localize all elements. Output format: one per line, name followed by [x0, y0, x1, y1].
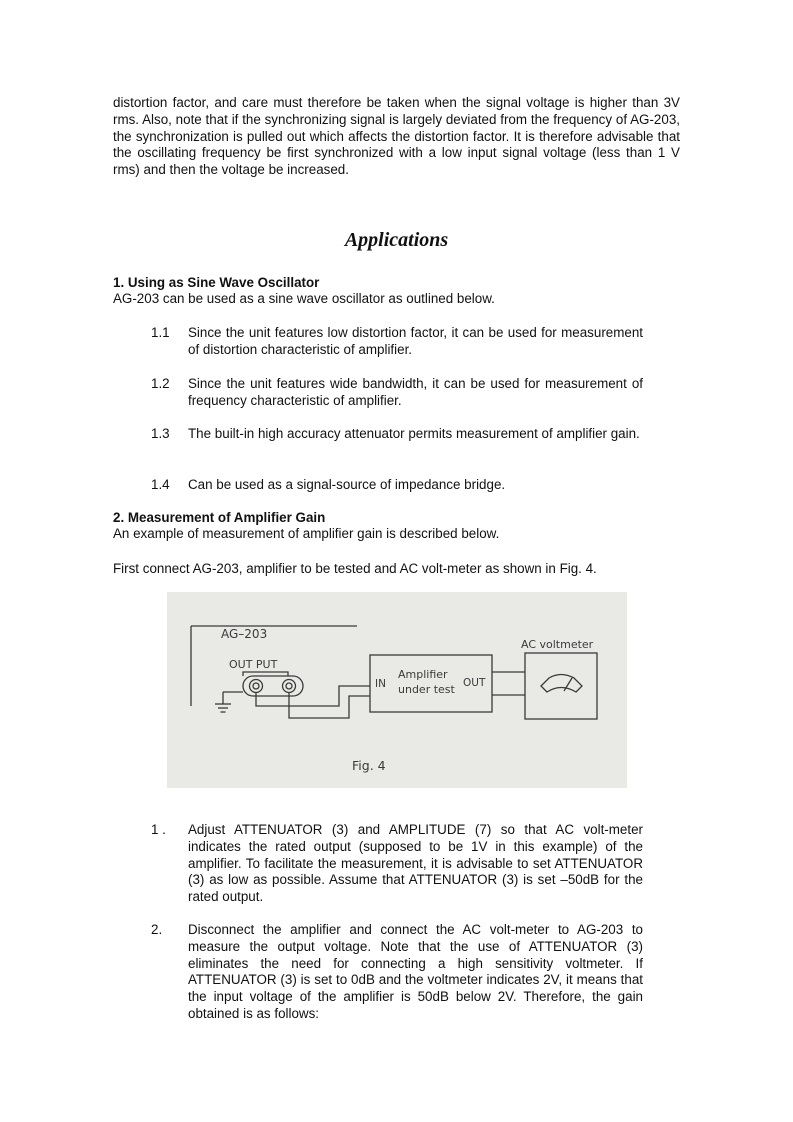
section2-lead: An example of measurement of amplifier gain is described below. — [113, 526, 500, 541]
list-item-text: Disconnect the amplifier and connect the AC volt-meter to AG-203 to measure the output voltage. Note that the use of ATTENUATOR (3) eliminates the need for connecting a high sensitivity voltmeter. If ATTENUATOR (3) is set to 0dB and the voltmeter indicates 2V, it means that the input voltage of the amplifier is 50dB below 2V. Therefore, the gain obtained is as follows: — [188, 922, 643, 1021]
list-item-text: Adjust ATTENUATOR (3) and AMPLITUDE (7) so that AC volt-meter indicates the rated output (supposed to be 1V in this example) of the amplifier. To facilitate the measurement, it is advisable to set ATTENUATOR (3) as low as possible. Assume that ATTENUATOR (3) is set –50dB for the rated output. — [188, 822, 643, 905]
figure-caption: Fig. 4 — [352, 758, 386, 773]
amp-out-label: OUT — [463, 677, 486, 689]
terminal-ground-outer — [283, 680, 296, 693]
list-item-number: 1 . — [151, 822, 166, 837]
voltmeter-box — [525, 653, 597, 719]
list-item-text: Since the unit features low distortion factor, it can be used for measurement of distortion characteristic of amplifier. — [188, 325, 643, 357]
terminal-hot-outer — [250, 680, 263, 693]
list-item-number: 1.3 — [151, 426, 170, 441]
voltmeter-label: AC voltmeter — [521, 638, 594, 651]
section1-lead: AG-203 can be used as a sine wave oscillator as outlined below. — [113, 291, 495, 306]
list-item-text: The built-in high accuracy attenuator permits measurement of amplifier gain. — [188, 426, 640, 441]
page-title: Applications — [344, 229, 449, 251]
meter-face-icon — [541, 675, 582, 693]
output-terminal-panel — [243, 676, 303, 696]
list-item-number: 2. — [151, 922, 163, 937]
list-item-number: 1.2 — [151, 376, 170, 391]
section2-heading: 2. Measurement of Amplifier Gain — [113, 510, 326, 525]
output-label: OUT PUT — [229, 658, 278, 671]
amp-label-line2: under test — [398, 683, 455, 696]
figure-4 — [167, 592, 627, 788]
amp-label-line1: Amplifier — [398, 668, 448, 681]
list-item-text: Since the unit features wide bandwidth, it can be used for measurement of frequency characteristic of amplifier. — [188, 376, 643, 408]
section2-connect: First connect AG-203, amplifier to be tested and AC volt-meter as shown in Fig. 4. — [113, 561, 597, 576]
section1-heading: 1. Using as Sine Wave Oscillator — [113, 275, 320, 290]
intro-paragraph: distortion factor, and care must therefore be taken when the signal voltage is higher than 3V rms. Also, note that if the synchronizing signal is largely deviated from the frequency of AG-203, the synchronization is pulled out which affects the distortion factor. It is therefore advisable that the oscillating frequency be first synchronized with a low input signal voltage (less than 1 V rms) and then the voltage be increased. — [113, 95, 680, 178]
list-item-number: 1.4 — [151, 477, 170, 492]
circuit-diagram — [167, 592, 627, 788]
device-label: AG–203 — [221, 627, 268, 641]
list-item-number: 1.1 — [151, 325, 170, 340]
amp-in-label: IN — [375, 678, 386, 690]
terminal-ground-inner — [286, 683, 292, 689]
terminal-hot-inner — [253, 683, 259, 689]
list-item-text: Can be used as a signal-source of impedance bridge. — [188, 477, 506, 492]
